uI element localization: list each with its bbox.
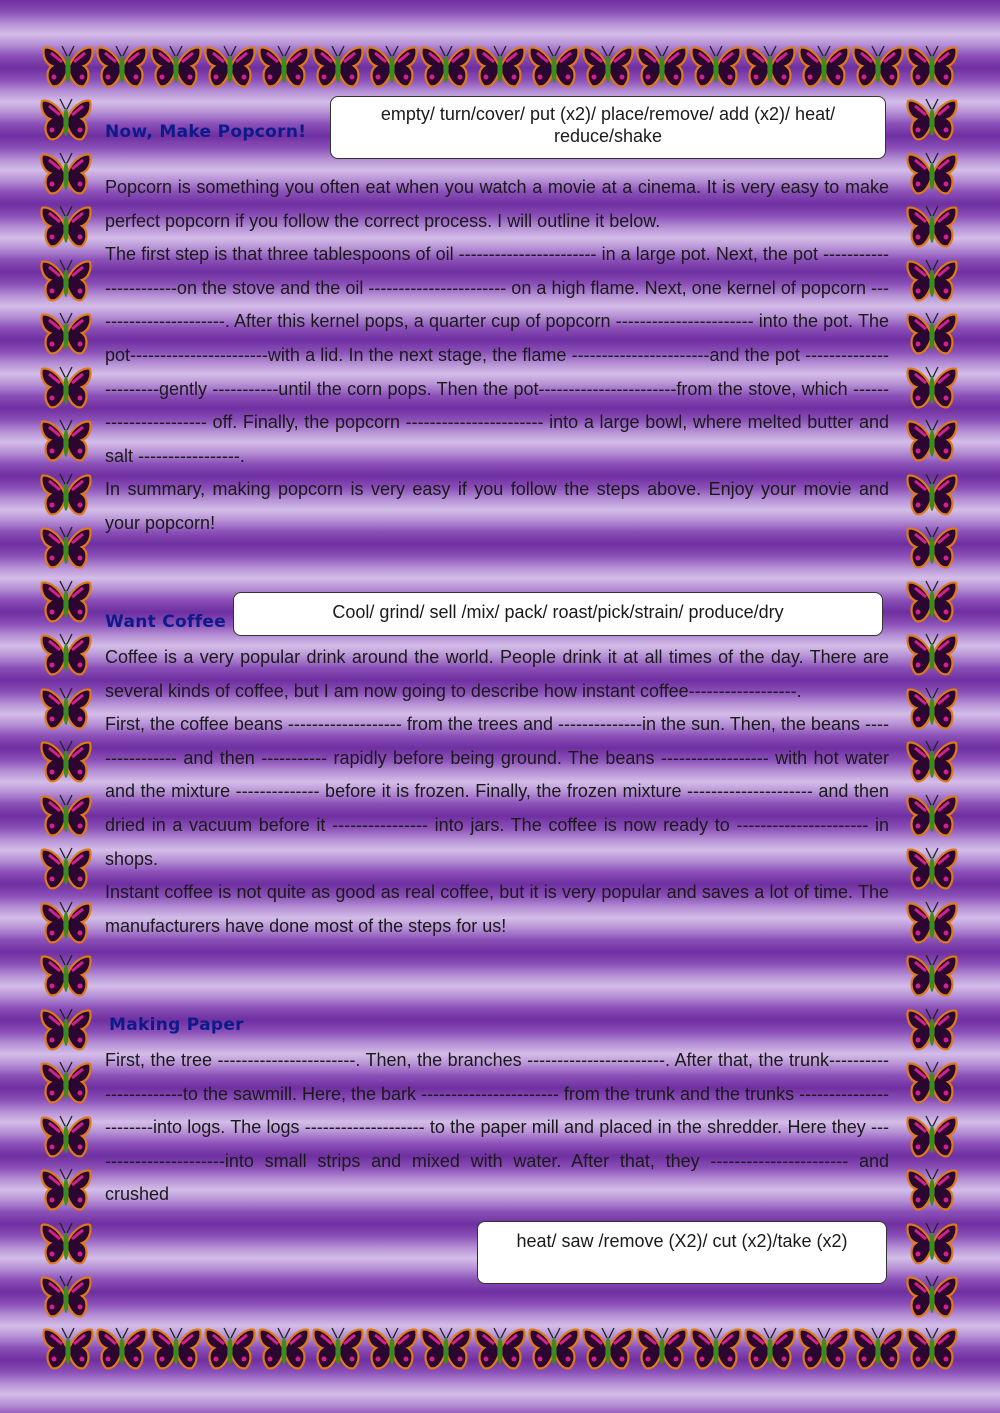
butterfly-icon [40,97,92,143]
coffee-heading: Want Coffee [105,612,227,632]
butterfly-icon [906,204,958,250]
popcorn-paragraph: Popcorn is something you often eat when you watch a movie at a cinema. It is very easy to make perfect popcorn if you follow the correct process. I will outline it below. [105,177,889,231]
butterfly-icon [906,418,958,464]
butterfly-icon [40,739,92,785]
butterfly-icon [798,44,850,90]
butterfly-icon [40,204,92,250]
coffee-paragraph: First, the coffee beans ------------------- from the trees and --------------in the sun. Then, the beans ---------------- and then ----------- rapidly before being ground. The beans ------------------ with hot water and the mixture -------------- before it is frozen. Finally, the frozen mixture --------------------- and then dried in a vacuum before it ---------------- into jars. The coffee is now ready to ---------------------- in shops. [105,714,889,869]
butterfly-icon [636,1326,688,1372]
butterfly-icon [420,1326,472,1372]
butterfly-icon [906,1274,958,1320]
butterfly-icon [40,418,92,464]
butterfly-icon [906,44,958,90]
butterfly-icon [40,1167,92,1213]
butterfly-icon [96,44,148,90]
butterfly-icon [40,472,92,518]
butterfly-icon [366,1326,418,1372]
butterfly-icon [474,1326,526,1372]
butterfly-icon [906,1221,958,1267]
butterfly-icon [690,1326,742,1372]
butterfly-icon [906,1060,958,1106]
butterfly-icon [40,1114,92,1160]
butterfly-icon [40,258,92,304]
butterfly-icon [40,151,92,197]
butterfly-icon [312,1326,364,1372]
butterfly-icon [906,97,958,143]
butterfly-icon [906,311,958,357]
coffee-text [105,641,889,943]
butterfly-icon [906,632,958,678]
butterfly-icon [40,793,92,839]
popcorn-word-box: empty/ turn/cover/ put (x2)/ place/remove/ add (x2)/ heat/ reduce/shake [330,96,886,159]
butterfly-icon [906,900,958,946]
popcorn-paragraph: In summary, making popcorn is very easy if you follow the steps above. Enjoy your movie and your popcorn! [105,479,889,533]
butterfly-icon [906,686,958,732]
butterfly-icon [40,632,92,678]
butterfly-icon [690,44,742,90]
butterfly-icon [258,1326,310,1372]
butterfly-icon [474,44,526,90]
popcorn-heading: Now, Make Popcorn! [105,122,307,142]
butterfly-icon [582,1326,634,1372]
butterfly-icon [204,44,256,90]
butterfly-icon [40,1274,92,1320]
butterfly-icon [906,579,958,625]
paper-paragraph: First, the tree -----------------------. Then, the branches -----------------------. After that, the trunk-----------------------to the sawmill. Here, the bark ----------------------- from the trunk and the trunks -----------------------into logs. The logs -------------------- to the paper mill and placed in the shredder. Here they -----------------------into small strips and mixed with water. After that, they ----------------------- and crushed [105,1050,889,1205]
butterfly-icon [40,1060,92,1106]
butterfly-icon [906,1114,958,1160]
butterfly-icon [906,258,958,304]
butterfly-icon [906,472,958,518]
butterfly-icon [96,1326,148,1372]
butterfly-icon [150,1326,202,1372]
butterfly-icon [906,953,958,999]
coffee-paragraph: Coffee is a very popular drink around the world. People drink it at all times of the day. There are several kinds of coffee, but I am now going to describe how instant coffee------------------. [105,647,889,701]
butterfly-icon [40,686,92,732]
butterfly-icon [528,44,580,90]
butterfly-icon [40,1007,92,1053]
butterfly-icon [852,1326,904,1372]
butterfly-icon [312,44,364,90]
coffee-word-box: Cool/ grind/ sell /mix/ pack/ roast/pick/strain/ produce/dry [233,592,883,636]
butterfly-icon [744,44,796,90]
paper-heading: Making Paper [109,1015,244,1035]
butterfly-icon [906,1007,958,1053]
butterfly-icon [906,525,958,571]
butterfly-icon [366,44,418,90]
butterfly-icon [906,1167,958,1213]
butterfly-icon [42,44,94,90]
butterfly-icon [528,1326,580,1372]
coffee-paragraph: Instant coffee is not quite as good as real coffee, but it is very popular and saves a lot of time. The manufacturers have done most of the steps for us! [105,882,889,936]
butterfly-icon [744,1326,796,1372]
butterfly-icon [40,900,92,946]
butterfly-icon [40,1221,92,1267]
butterfly-icon [40,311,92,357]
butterfly-icon [204,1326,256,1372]
butterfly-icon [420,44,472,90]
butterfly-icon [906,365,958,411]
butterfly-icon [906,793,958,839]
butterfly-icon [906,151,958,197]
popcorn-paragraph: The first step is that three tablespoons of oil ----------------------- in a large pot. Next, the pot -----------------------on the stove and the oil ----------------------- on a high flame. Next, one kernel of popcorn -----------------------. After this kernel pops, a quarter cup of popcorn ----------------------- into the pot. The pot-----------------------with a lid. In the next stage, the flame -----------------------and the pot -----------------------gently -----------until the corn pops. Then the pot-----------------------from the stove, which ----------------------- off. Finally, the popcorn ----------------------- into a large bowl, where melted butter and salt -----------------. [105,244,889,466]
butterfly-icon [906,1326,958,1372]
butterfly-icon [636,44,688,90]
butterfly-icon [852,44,904,90]
butterfly-icon [906,739,958,785]
paper-word-box: heat/ saw /remove (X2)/ cut (x2)/take (x2) [477,1221,887,1284]
butterfly-icon [40,525,92,571]
butterfly-icon [906,846,958,892]
butterfly-icon [798,1326,850,1372]
butterfly-icon [582,44,634,90]
butterfly-icon [40,365,92,411]
popcorn-text [105,171,889,541]
butterfly-icon [42,1326,94,1372]
butterfly-icon [40,579,92,625]
butterfly-icon [258,44,310,90]
paper-text [105,1044,889,1212]
butterfly-icon [40,846,92,892]
butterfly-icon [150,44,202,90]
butterfly-icon [40,953,92,999]
